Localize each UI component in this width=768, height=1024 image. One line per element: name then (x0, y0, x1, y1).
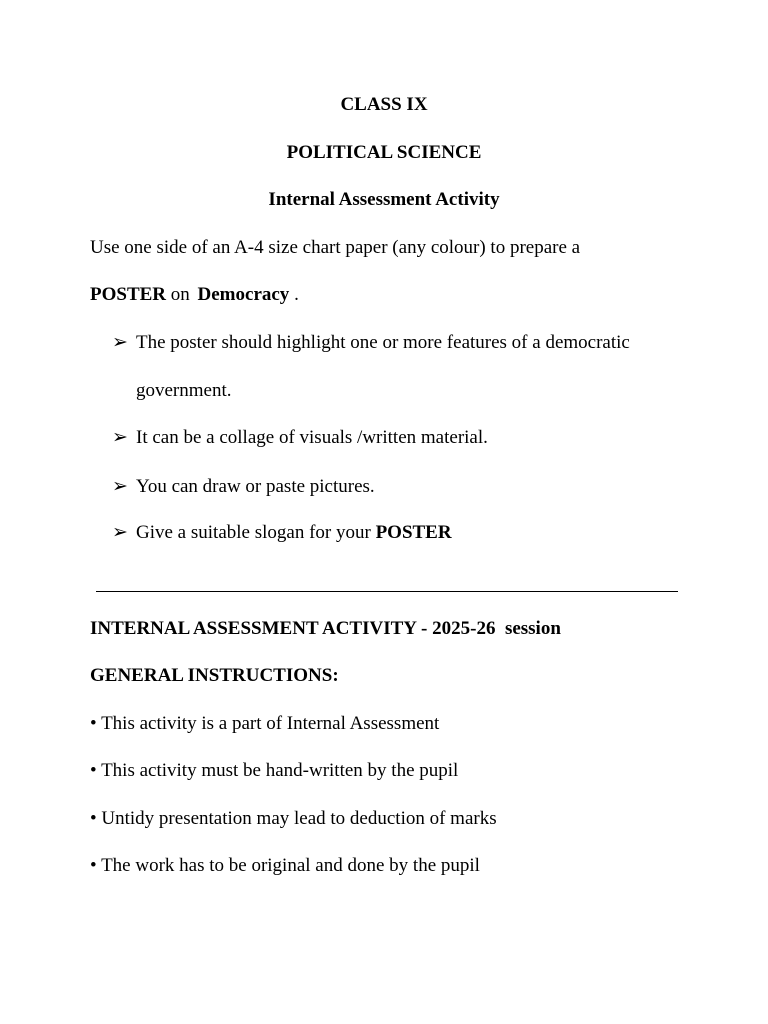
instruction-text: This activity is a part of Internal Assessment (101, 713, 440, 734)
poster-word: POSTER (90, 284, 167, 305)
bullet-dot-icon: • (90, 713, 97, 734)
arrow-bullet-icon: ➢ (112, 476, 128, 497)
point-4-text (136, 521, 452, 545)
arrow-bullet-icon: ➢ (112, 522, 128, 543)
intro-line-2 (90, 283, 299, 307)
point-4-bold: POSTER (375, 522, 452, 543)
point-3-text: You can draw or paste pictures. (136, 476, 375, 497)
arrow-bullet-icon: ➢ (112, 332, 128, 353)
bullet-dot-icon: • (90, 855, 97, 876)
bullet-dot-icon: • (90, 760, 97, 781)
topic-word: Democracy (197, 284, 290, 305)
instruction-item (90, 759, 458, 783)
arrow-bullet-icon: ➢ (112, 427, 128, 448)
intro-line-1: Use one side of an A-4 size chart paper (any colour) to prepare a (90, 237, 581, 258)
point-1-continuation: government. (136, 380, 232, 401)
instruction-text: This activity must be hand-written by the pupil (101, 760, 459, 781)
instruction-text: Untidy presentation may lead to deduction of marks (101, 808, 497, 829)
on-word: on (170, 284, 190, 305)
subject-title: POLITICAL SCIENCE (286, 142, 482, 163)
bullet-dot-icon: • (90, 808, 97, 829)
instruction-text: The work has to be original and done by the pupil (101, 855, 480, 876)
instructions-heading: GENERAL INSTRUCTIONS: (90, 665, 339, 686)
intro-period: . (294, 284, 299, 305)
point-2-text: It can be a collage of visuals /written material. (136, 427, 488, 448)
divider-line (96, 591, 678, 592)
point-1-text: The poster should highlight one or more features of a democratic (136, 332, 630, 353)
instruction-item (90, 854, 480, 878)
section-2-title: INTERNAL ASSESSMENT ACTIVITY - 2025-26 session (90, 618, 561, 639)
activity-title: Internal Assessment Activity (268, 189, 500, 210)
class-title: CLASS IX (340, 94, 428, 115)
instruction-item (90, 807, 497, 831)
point-4-plain: Give a suitable slogan for your (136, 522, 371, 543)
instruction-item (90, 712, 439, 736)
